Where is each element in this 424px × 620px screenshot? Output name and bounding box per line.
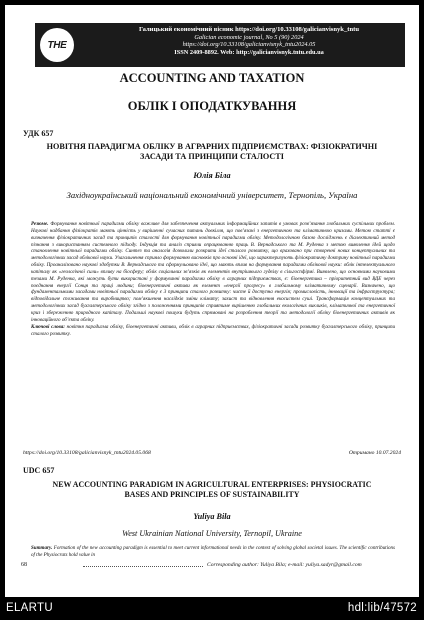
page-number: 68 xyxy=(21,562,27,568)
author-name-uk: Юлія Біла xyxy=(193,171,231,180)
udc-code-en: UDC 657 xyxy=(23,466,55,475)
abstract-text-uk: Формування новітньої парадигми обліку важливе для забезпечення актуальних інформаційних запитів в умовах розв’язання глобальних суспільних проблем. Наукові надбання фізіократів мають цінність у вирішенні сучасних питань довкілля, що пов’язані з енергетичною та кліматичною кризами. Метою статті є визначення фізіократичних засад та принципів сталості для формування новітньої парадигми обліку. Методологічною базою досліджень є діалектичний метод пізнання з використанням системного підходу. Індукція та аналіз сприяли опрацюванню праць В. Вернадського та М. Руденка з метою виявлення ідей щодо становлення новітньої парадигми обліку. Синтез та аналогія дозволили розкрити ідеї сталого розвитку, що враховано при створенні нових концептуальних та методологічних засад облікової науки. Узагальнення сприяло формуванню висновків про основні ідеї, що характеризують фізіократичну доктрину новітньої парадигми обліку. Проаналізовано наукові здобутки В. Вернадського та сформульовано ідеї, що мають вплив на формування парадигми облікової науки: облік інтелектуального капіталу як «геологічної сили» впливу на біосферу; облік соціальних зв’язків як елементів внутрішнього гудвілу в сільгоспфірмі. Виявлено, що основними науковими тезами М. Руденка, які можуть бути використані у формуванні парадигми обліку в аграрних підприємствах, є: біоенергетика – пріоритетний вид ВДЕ через поєднання енергії Сонця та праці людини; біоенергетичні активи як елемент «енергії прогресу» в глобальному кліматичному сценарії. Визначено, що фундаментальними засадами новітньої парадигми обліку є 3 принципи сталого розвитку: чисте й доступна енергія; промисловість, інновації та інфраструктура; відповідальне споживання та виробництво; пом’якшення наслідків зміни клімату; захист та відновлення екосистем суші. Трансформація концептуальних та методологічних засад бухгалтерського обліку згідно з положеннями принципів сприятиме вирішенню глобальних екологічних викликів, кліматичної та енергетичної криз і збереженню природного капіталу. Подальші наукові пошуки будуть спрямовані на розроблення теорії та методології обліку біоенергетичних активів як інноваційного об’єкта обліку. xyxy=(31,221,395,323)
keywords-text-uk: новітня парадигма обліку, біоенергетичні активи, облік в аграрних підприємствах, фізіократичні засади розвитку бухгалтерського обліку, принципи сталого розвитку. xyxy=(31,323,396,337)
handle-identifier[interactable]: hdl:lib/47572 xyxy=(347,602,417,614)
logo-text: ТНЕ xyxy=(47,39,67,51)
masthead-line-issue-doi: https://doi.org/10.33108/galicianvisnyk_tntu2024.05 xyxy=(182,41,316,49)
author-name-en: Yuliya Bila xyxy=(193,512,231,521)
masthead-line-journal-en: Galician economic journal, No 5 (90) 2024 xyxy=(194,33,304,41)
masthead-text xyxy=(99,26,399,56)
keywords-label-uk: Ключові слова: xyxy=(31,323,65,330)
article-title-uk: НОВІТНЯ ПАРАДИГМА ОБЛІКУ В АГРАРНИХ ПІДПРИЄМСТВАХ: ФІЗІОКРАТИЧНІ ЗАСАДИ ТА ПРИНЦИПИ СТАЛОСТІ xyxy=(46,142,378,161)
footer-divider xyxy=(83,566,203,567)
masthead-line-journal-uk: Галицький економічний вісник https://doi.org/10.33108/galicianvisnyk_tntu xyxy=(139,26,359,33)
journal-logo xyxy=(35,23,79,67)
summary-en xyxy=(31,545,395,559)
doi-row xyxy=(23,450,401,456)
masthead-line-issn: ISSN 2409-8892. Web: http://galicianvisnyk.tntu.edu.ua xyxy=(174,48,324,56)
abstract-label-uk: Резюме. xyxy=(31,221,49,227)
journal-masthead xyxy=(35,23,405,67)
repository-label: ELARTU xyxy=(6,602,53,614)
affiliation-en: West Ukrainian National University, Ternopil, Ukraine xyxy=(122,529,302,538)
article-title-en: NEW ACCOUNTING PARADIGM IN AGRICULTURAL ENTERPRISES: PHYSIOCRATIC BASES AND PRINCIPLES OF SUSTAINABILITY xyxy=(52,480,372,499)
affiliation-uk: Західноукраїнський національний економічний університет, Тернопіль, Україна xyxy=(66,190,358,200)
logo-emblem-icon xyxy=(40,28,74,62)
received-date: Отримано 10.07.2024 xyxy=(348,450,401,456)
section-title-en: ACCOUNTING AND TAXATION xyxy=(119,71,305,85)
corresponding-author: Corresponding author: Yuliya Bila; e-mail: yuliya.sadyr@gmail.com xyxy=(207,562,362,568)
section-title-uk: ОБЛІК І ОПОДАТКУВАННЯ xyxy=(127,99,297,113)
abstract-uk xyxy=(31,221,395,337)
udk-code-uk: УДК 657 xyxy=(23,129,54,138)
summary-text-en: Formation of the new accounting paradigm is essential to meet current informational needs in the context of solving global societal issues. The scientific contributions of the Physiocrats hold value in xyxy=(31,545,396,558)
document-page xyxy=(5,5,419,597)
article-doi-link[interactable]: https://doi.org/10.33108/galicianvisnyk_tntu2024.05.068 xyxy=(23,450,151,456)
summary-label-en: Summary. xyxy=(31,545,53,551)
